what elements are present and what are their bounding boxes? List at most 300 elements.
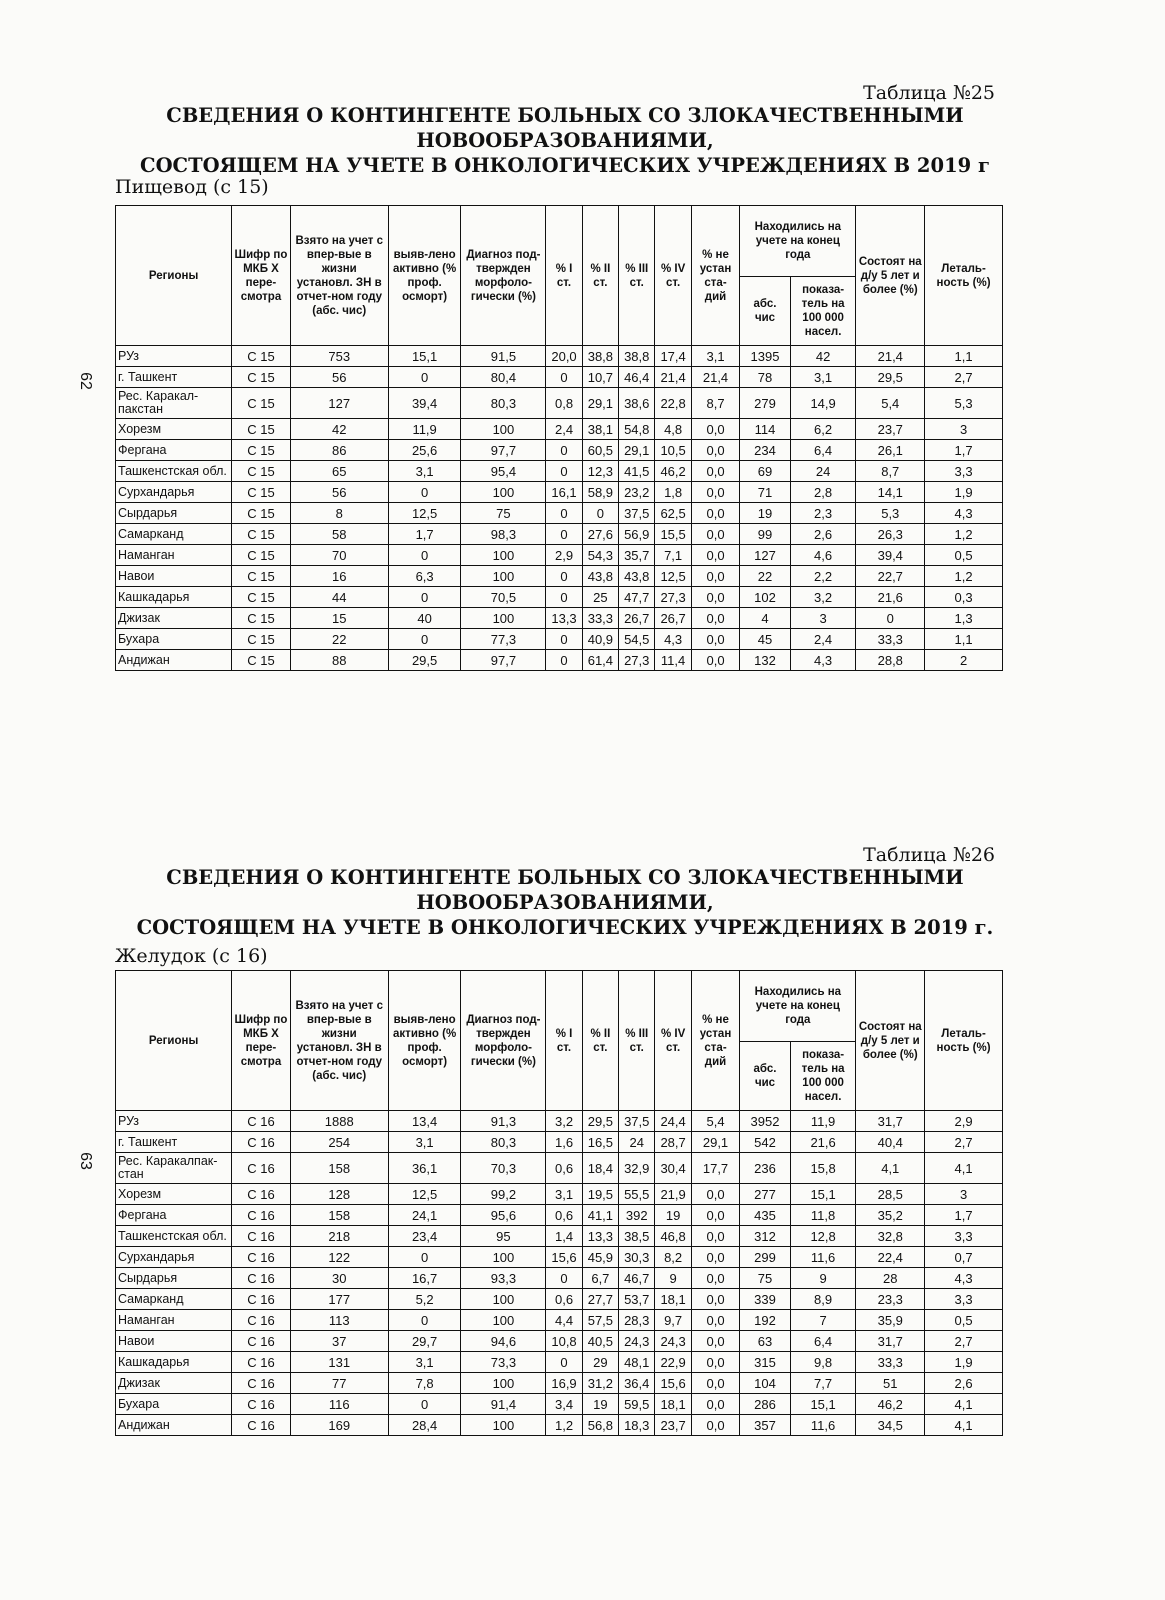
table-cell: С 15	[232, 545, 291, 566]
table-row	[116, 1184, 1003, 1205]
table-cell: 286	[740, 1394, 791, 1415]
table-cell: 28,5	[856, 1184, 925, 1205]
table-cell: 3	[925, 419, 1003, 440]
table-cell: 29,1	[691, 1132, 739, 1153]
table-cell: 0,3	[925, 587, 1003, 608]
table-row	[116, 1111, 1003, 1132]
table-cell: 0,0	[691, 587, 739, 608]
table-cell: 19	[655, 1205, 691, 1226]
table-cell: 11,9	[388, 419, 461, 440]
table-cell: 0,8	[546, 388, 582, 419]
table-cell: 23,7	[856, 419, 925, 440]
table-cell: 75	[461, 503, 546, 524]
table-cell: 1,9	[925, 482, 1003, 503]
table-cell: 40,9	[582, 629, 618, 650]
table-cell: 158	[290, 1153, 388, 1184]
table-cell: 8,7	[856, 461, 925, 482]
region-cell: Наманган	[116, 1310, 232, 1331]
table-cell: 27,6	[582, 524, 618, 545]
region-cell: Наманган	[116, 545, 232, 566]
table-row	[116, 1415, 1003, 1436]
table-cell: 73,3	[461, 1352, 546, 1373]
table-cell: 100	[461, 1415, 546, 1436]
table-cell: С 15	[232, 388, 291, 419]
table-cell: 37,5	[619, 1111, 655, 1132]
table-cell: 0	[388, 482, 461, 503]
table-cell: 0,0	[691, 1352, 739, 1373]
table-cell: 12,5	[388, 503, 461, 524]
table-cell: 9,7	[655, 1310, 691, 1331]
table-cell: 0,0	[691, 1415, 739, 1436]
table-cell: 33,3	[856, 629, 925, 650]
table-cell: 100	[461, 1310, 546, 1331]
table-cell: 38,6	[619, 388, 655, 419]
table-cell: 0	[388, 1394, 461, 1415]
table-row	[116, 650, 1003, 671]
table-cell: 1,6	[546, 1132, 582, 1153]
table-subtitle: Пищевод (с 15)	[115, 176, 269, 198]
table-cell: 0	[388, 587, 461, 608]
table-cell: 1,8	[655, 482, 691, 503]
table-row	[116, 1289, 1003, 1310]
table-row	[116, 1226, 1003, 1247]
table-cell: 5,2	[388, 1289, 461, 1310]
table-cell: 2,9	[925, 1111, 1003, 1132]
region-cell: Навои	[116, 566, 232, 587]
region-cell: Сырдарья	[116, 1268, 232, 1289]
table-cell: 95,4	[461, 461, 546, 482]
table-cell: 0,0	[691, 1394, 739, 1415]
table-cell: 95	[461, 1226, 546, 1247]
table-cell: 39,4	[388, 388, 461, 419]
table-cell: 32,8	[856, 1226, 925, 1247]
table-cell: 60,5	[582, 440, 618, 461]
table-cell: 27,7	[582, 1289, 618, 1310]
table-cell: 75	[740, 1268, 791, 1289]
table-cell: 26,7	[655, 608, 691, 629]
table-cell: 26,7	[619, 608, 655, 629]
table-cell: 315	[740, 1352, 791, 1373]
table-cell: 0,0	[691, 1205, 739, 1226]
table-cell: 7,1	[655, 545, 691, 566]
table-cell: 16,9	[546, 1373, 582, 1394]
table-cell: 2,7	[925, 1331, 1003, 1352]
header-stage-3: % III ст.	[619, 206, 655, 346]
region-cell: Хорезм	[116, 419, 232, 440]
table-cell: 0,0	[691, 503, 739, 524]
table-cell: 99,2	[461, 1184, 546, 1205]
table-cell: 58	[290, 524, 388, 545]
table-cell: 0	[388, 367, 461, 388]
table-cell: 169	[290, 1415, 388, 1436]
table-cell: 0,0	[691, 440, 739, 461]
table-cell: 0,0	[691, 629, 739, 650]
table-cell: 132	[740, 650, 791, 671]
table-cell: 102	[740, 587, 791, 608]
table-cell: 40	[388, 608, 461, 629]
table-cell: 127	[740, 545, 791, 566]
table-cell: 0,0	[691, 1226, 739, 1247]
table-cell: 35,2	[856, 1205, 925, 1226]
table-cell: С 15	[232, 524, 291, 545]
table-cell: 21,9	[655, 1184, 691, 1205]
table-cell: 56	[290, 482, 388, 503]
table-cell: 0	[546, 367, 582, 388]
table-cell: 8	[290, 503, 388, 524]
header-abs: абс. чис	[740, 1042, 791, 1111]
table-cell: 98,3	[461, 524, 546, 545]
table-cell: 10,5	[655, 440, 691, 461]
table-cell: 0,0	[691, 1310, 739, 1331]
table-cell: 34,5	[856, 1415, 925, 1436]
table-cell: 80,4	[461, 367, 546, 388]
table-cell: 12,8	[790, 1226, 856, 1247]
table-cell: 70,5	[461, 587, 546, 608]
table-cell: 7,8	[388, 1373, 461, 1394]
table-cell: 312	[740, 1226, 791, 1247]
header-unstaged: % не устан ста-дий	[691, 206, 739, 346]
table-cell: 91,4	[461, 1394, 546, 1415]
region-cell: Кашкадарья	[116, 1352, 232, 1373]
table-cell: 16,5	[582, 1132, 618, 1153]
table-cell: 40,5	[582, 1331, 618, 1352]
table-cell: 22,9	[655, 1352, 691, 1373]
table-cell: 7	[790, 1310, 856, 1331]
table-number: Таблица №25	[863, 82, 995, 104]
table-cell: С 16	[232, 1352, 291, 1373]
table-cell: 78	[740, 367, 791, 388]
table-cell: 8,9	[790, 1289, 856, 1310]
table-cell: 93,3	[461, 1268, 546, 1289]
header-taken: Взято на учет с впер-вые в жизни установл. ЗН в отчет-ном году (абс. чис)	[290, 206, 388, 346]
table-cell: 15,5	[655, 524, 691, 545]
table-cell: 21,6	[856, 587, 925, 608]
table-cell: 77	[290, 1373, 388, 1394]
table-cell: 0,7	[925, 1247, 1003, 1268]
region-cell: Джизак	[116, 608, 232, 629]
table-cell: 47,7	[619, 587, 655, 608]
table-cell: 58,9	[582, 482, 618, 503]
table-cell: 29,5	[856, 367, 925, 388]
header-lethality: Леталь-ность (%)	[925, 206, 1003, 346]
table-cell: 39,4	[856, 545, 925, 566]
table-cell: 20,0	[546, 346, 582, 367]
table-cell: 1,7	[925, 440, 1003, 461]
region-cell: Ташкенстская обл.	[116, 461, 232, 482]
region-cell: Ташкенстская обл.	[116, 1226, 232, 1247]
table-cell: 192	[740, 1310, 791, 1331]
table-cell: 33,3	[856, 1352, 925, 1373]
table-cell: 0,0	[691, 1184, 739, 1205]
table-cell: 18,3	[619, 1415, 655, 1436]
header-five-years: Состоят на д/у 5 лет и более (%)	[856, 206, 925, 346]
table-cell: 17,7	[691, 1153, 739, 1184]
table-cell: 0,0	[691, 1268, 739, 1289]
header-active: выяв-лено активно (% проф. осморт)	[388, 971, 461, 1111]
table-cell: 63	[740, 1331, 791, 1352]
header-stage-4: % IV ст.	[655, 971, 691, 1111]
table-cell: 12,5	[388, 1184, 461, 1205]
table-cell: 28,3	[619, 1310, 655, 1331]
table-cell: 77,3	[461, 629, 546, 650]
table-cell: 128	[290, 1184, 388, 1205]
table-cell: 23,2	[619, 482, 655, 503]
table-cell: 2	[925, 650, 1003, 671]
table-cell: 113	[290, 1310, 388, 1331]
header-registered: Находились на учете на конец года	[740, 971, 856, 1042]
table-cell: С 16	[232, 1394, 291, 1415]
table-row	[116, 482, 1003, 503]
table-26-section	[0, 840, 1165, 1600]
table-cell: 1,1	[925, 346, 1003, 367]
table-row	[116, 388, 1003, 419]
table-cell: С 16	[232, 1226, 291, 1247]
table-cell: 24	[619, 1132, 655, 1153]
table-cell: 0,6	[546, 1289, 582, 1310]
header-regions: Регионы	[116, 971, 232, 1111]
header-stage-4: % IV ст.	[655, 206, 691, 346]
table-cell: 3,2	[546, 1111, 582, 1132]
table-cell: 12,5	[655, 566, 691, 587]
region-cell: Сурхандарья	[116, 482, 232, 503]
table-cell: 37,5	[619, 503, 655, 524]
table-cell: 36,4	[619, 1373, 655, 1394]
table-cell: 1395	[740, 346, 791, 367]
table-cell: 0	[546, 1268, 582, 1289]
header-morph: Диагноз под-твержден морфоло-гически (%)	[461, 971, 546, 1111]
table-cell: 0,0	[691, 608, 739, 629]
table-cell: С 16	[232, 1184, 291, 1205]
table-25-section	[0, 0, 1165, 780]
table-cell: С 15	[232, 650, 291, 671]
table-cell: 38,1	[582, 419, 618, 440]
table-row	[116, 587, 1003, 608]
table-cell: 70	[290, 545, 388, 566]
table-cell: 56,9	[619, 524, 655, 545]
table-cell: 97,7	[461, 440, 546, 461]
table-row	[116, 419, 1003, 440]
table-cell: 339	[740, 1289, 791, 1310]
table-cell: 1,3	[925, 608, 1003, 629]
table-cell: 3,1	[691, 346, 739, 367]
table-row	[116, 1310, 1003, 1331]
table-cell: 86	[290, 440, 388, 461]
table-cell: 30,4	[655, 1153, 691, 1184]
table-cell: 0,5	[925, 1310, 1003, 1331]
table-cell: 0	[546, 524, 582, 545]
table-cell: 0	[546, 440, 582, 461]
table-cell: 3,1	[546, 1184, 582, 1205]
table-cell: 27,3	[619, 650, 655, 671]
table-cell: 1,4	[546, 1226, 582, 1247]
table-cell: С 15	[232, 440, 291, 461]
table-cell: 2,8	[790, 482, 856, 503]
table-cell: 8,7	[691, 388, 739, 419]
table-cell: 177	[290, 1289, 388, 1310]
table-cell: 24	[790, 461, 856, 482]
table-cell: 62,5	[655, 503, 691, 524]
table-cell: 2,6	[790, 524, 856, 545]
region-cell: Бухара	[116, 1394, 232, 1415]
table-cell: 542	[740, 1132, 791, 1153]
table-cell: 16,1	[546, 482, 582, 503]
header-code: Шифр по МКБ Х пере-смотра	[232, 206, 291, 346]
page-number: 62	[76, 372, 94, 390]
region-cell: г. Ташкент	[116, 1132, 232, 1153]
table-cell: С 16	[232, 1373, 291, 1394]
table-row	[116, 1132, 1003, 1153]
table-cell: 6,4	[790, 440, 856, 461]
table-cell: 11,6	[790, 1415, 856, 1436]
table-cell: 4	[740, 608, 791, 629]
table-cell: 22,8	[655, 388, 691, 419]
table-row	[116, 545, 1003, 566]
table-cell: 18,1	[655, 1394, 691, 1415]
table-cell: 100	[461, 608, 546, 629]
table-cell: 1,2	[546, 1415, 582, 1436]
table-cell: 0	[388, 1247, 461, 1268]
table-cell: 0,0	[691, 1331, 739, 1352]
table-cell: 43,8	[619, 566, 655, 587]
table-cell: 0	[546, 650, 582, 671]
table-cell: 80,3	[461, 1132, 546, 1153]
table-cell: 18,4	[582, 1153, 618, 1184]
table-cell: 3,2	[790, 587, 856, 608]
header-stage-2: % II ст.	[582, 971, 618, 1111]
table-cell: 254	[290, 1132, 388, 1153]
table-cell: 94,6	[461, 1331, 546, 1352]
table-cell: С 15	[232, 566, 291, 587]
table-cell: С 15	[232, 587, 291, 608]
header-lethality: Леталь-ность (%)	[925, 971, 1003, 1111]
table-cell: 4,3	[790, 650, 856, 671]
region-cell: Андижан	[116, 1415, 232, 1436]
table-cell: 4,8	[655, 419, 691, 440]
table-cell: 61,4	[582, 650, 618, 671]
table-cell: 5,4	[856, 388, 925, 419]
table-cell: 2,3	[790, 503, 856, 524]
table-cell: 51	[856, 1373, 925, 1394]
table-cell: 3,1	[388, 1132, 461, 1153]
table-cell: 4,1	[856, 1153, 925, 1184]
table-cell: 41,1	[582, 1205, 618, 1226]
table-cell: 392	[619, 1205, 655, 1226]
table-cell: С 15	[232, 461, 291, 482]
table-cell: 41,5	[619, 461, 655, 482]
table-row	[116, 1247, 1003, 1268]
table-number: Таблица №26	[863, 844, 995, 866]
table-cell: 23,7	[655, 1415, 691, 1436]
table-cell: 4,4	[546, 1310, 582, 1331]
table-cell: 30	[290, 1268, 388, 1289]
header-per-100k: показа-тель на 100 000 насел.	[790, 277, 856, 346]
table-cell: 31,7	[856, 1111, 925, 1132]
table-cell: С 16	[232, 1415, 291, 1436]
table-cell: 11,4	[655, 650, 691, 671]
header-unstaged: % не устан ста-дий	[691, 971, 739, 1111]
table-cell: 14,1	[856, 482, 925, 503]
table-cell: 19	[740, 503, 791, 524]
region-cell: Самарканд	[116, 1289, 232, 1310]
table-cell: 13,3	[546, 608, 582, 629]
table-cell: 4,1	[925, 1394, 1003, 1415]
table-cell: 0,0	[691, 566, 739, 587]
header-registered: Находились на учете на конец года	[740, 206, 856, 277]
table-cell: 15,1	[388, 346, 461, 367]
table-cell: 1,2	[925, 566, 1003, 587]
table-cell: 4,3	[925, 1268, 1003, 1289]
table-cell: 88	[290, 650, 388, 671]
table-cell: 42	[290, 419, 388, 440]
table-cell: 2,9	[546, 545, 582, 566]
table-cell: 3	[925, 1184, 1003, 1205]
table-cell: 6,7	[582, 1268, 618, 1289]
header-stage-1: % I ст.	[546, 971, 582, 1111]
table-cell: 3,1	[388, 1352, 461, 1373]
table-cell: 3952	[740, 1111, 791, 1132]
table-cell: 0	[856, 608, 925, 629]
header-per-100k: показа-тель на 100 000 насел.	[790, 1042, 856, 1111]
table-title	[110, 103, 1020, 178]
table-cell: С 15	[232, 367, 291, 388]
table-cell: 56	[290, 367, 388, 388]
table-cell: 0,0	[691, 650, 739, 671]
table-cell: 36,1	[388, 1153, 461, 1184]
data-table	[115, 205, 1003, 671]
table-cell: 0,0	[691, 419, 739, 440]
table-cell: 37	[290, 1331, 388, 1352]
table-cell: 100	[461, 482, 546, 503]
region-cell: Джизак	[116, 1373, 232, 1394]
table-cell: 116	[290, 1394, 388, 1415]
table-cell: 21,4	[691, 367, 739, 388]
table-title	[110, 865, 1020, 940]
table-cell: 21,6	[790, 1132, 856, 1153]
table-cell: 25	[582, 587, 618, 608]
table-cell: 97,7	[461, 650, 546, 671]
table-cell: 38,8	[582, 346, 618, 367]
region-cell: Кашкадарья	[116, 587, 232, 608]
table-cell: 65	[290, 461, 388, 482]
table-cell: С 15	[232, 482, 291, 503]
table-cell: 8,2	[655, 1247, 691, 1268]
table-cell: С 16	[232, 1132, 291, 1153]
table-cell: 0,5	[925, 545, 1003, 566]
table-cell: 2,2	[790, 566, 856, 587]
table-cell: 38,5	[619, 1226, 655, 1247]
table-cell: 4,1	[925, 1153, 1003, 1184]
table-cell: 9	[655, 1268, 691, 1289]
header-stage-1: % I ст.	[546, 206, 582, 346]
table-cell: 9	[790, 1268, 856, 1289]
region-cell: Рес. Каракал-пакстан	[116, 388, 232, 419]
table-row	[116, 608, 1003, 629]
region-cell: Бухара	[116, 629, 232, 650]
table-cell: 299	[740, 1247, 791, 1268]
table-cell: 56,8	[582, 1415, 618, 1436]
table-cell: 40,4	[856, 1132, 925, 1153]
table-cell: 91,3	[461, 1111, 546, 1132]
table-cell: 5,3	[925, 388, 1003, 419]
table-cell: 46,2	[856, 1394, 925, 1415]
table-cell: 10,7	[582, 367, 618, 388]
table-cell: 127	[290, 388, 388, 419]
table-cell: 29,5	[388, 650, 461, 671]
table-row	[116, 461, 1003, 482]
table-cell: 4,6	[790, 545, 856, 566]
table-cell: 3,3	[925, 461, 1003, 482]
table-cell: 0,6	[546, 1205, 582, 1226]
